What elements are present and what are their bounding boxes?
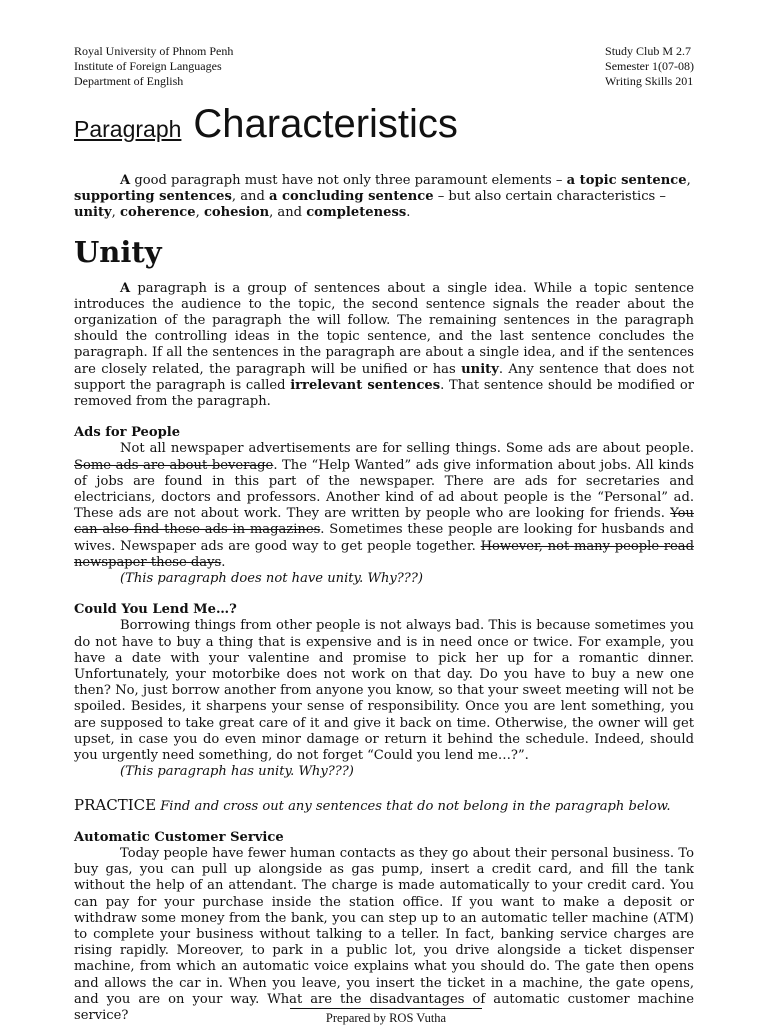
intro-first-letter: A	[120, 173, 131, 188]
header-subject: Writing Skills 201	[605, 74, 694, 88]
header-institution	[74, 44, 233, 89]
term-topic-sentence: a topic sentence	[566, 173, 687, 188]
unity-heading: Unity	[74, 234, 162, 269]
footer-author: Prepared by ROS Vutha	[290, 1008, 482, 1026]
term-unity: unity	[74, 205, 112, 221]
header-course	[605, 44, 694, 89]
struck-sentence-1: Some ads are about beverage	[74, 457, 274, 473]
term-unity-bold: unity	[461, 361, 499, 377]
title-characteristics: Characteristics	[193, 102, 458, 146]
header-department: Department of English	[74, 74, 184, 88]
header-university: Royal University of Phnom Penh	[74, 44, 234, 58]
term-completeness: completeness	[306, 205, 407, 221]
term-supporting-sentences: supporting sentences	[74, 189, 232, 205]
document-page	[74, 44, 694, 1024]
practice-text: Find and cross out any sentences that do not belong in the paragraph below.	[156, 798, 671, 814]
page-title	[74, 102, 694, 147]
unity-first-letter: A	[120, 280, 131, 296]
practice-label: PRACTICE	[74, 795, 157, 814]
automatic-heading: Automatic Customer Service	[74, 829, 284, 845]
intro-paragraph: A good paragraph must have not only three paramount elements – a topic sentence, supporting sentences, and a concluding sentence – but also certain characteristics – unity, coherence, cohesion, and completeness.	[74, 173, 691, 221]
unity-paragraph: A paragraph is a group of sentences about a single idea. While a topic sentence introduces the audience to the topic, the second sentence signals the reader about the organization of the paragraph the will follow. The remaining sentences in the paragraph should the controlling ideas in the topic sentence, and the last sentence concludes the paragraph. If all the sentences in the paragraph are about a single idea, and if the sentences are closely related, the paragraph will be unified or has unity. Any sentence that does not support the paragraph is called irrelevant sentences. That sentence should be modified or removed from the paragraph.	[74, 280, 695, 410]
header-semester: Semester 1(07-08)	[605, 59, 694, 73]
struck-sentence-3: However, not many people read newspaper these days	[74, 538, 694, 570]
term-irrelevant-sentences: irrelevant sentences	[290, 377, 441, 393]
term-concluding-sentence: a concluding sentence	[269, 189, 434, 205]
header-club: Study Club M 2.7	[605, 44, 692, 58]
header-institute: Institute of Foreign Languages	[74, 59, 222, 73]
document-header	[74, 44, 694, 89]
lend-heading: Could You Lend Me…?	[74, 602, 237, 618]
term-coherence: coherence	[120, 205, 196, 221]
ads-paragraph: Not all newspaper advertisements are for selling things. Some ads are about people. Some ads are about beverage. The “Help Wanted” ads give information about jobs. All kinds of jobs are found in this part of the newspaper. There are ads for secretaries and electricians, doctors and professors. Another kind of ad about people is the “Personal” ad. These ads are not about work. They are written by people who are looking for friends. You can also find these ads in magazines. Sometimes these people are looking for husbands and wives. Newspaper ads are good way to get people together. However, not many people read newspaper these days.	[74, 441, 694, 570]
term-cohesion: cohesion	[203, 205, 270, 221]
lend-note: (This paragraph has unity. Why???)	[120, 764, 354, 780]
title-paragraph: Paragraph	[74, 116, 182, 142]
automatic-paragraph: Today people have fewer human contacts as they go about their personal business. To buy gas, you can pull up alongside as gas pump, insert a credit card, and fill the tank without the help of an attendant. The charge is made automatically to your credit card. You can pay for your purchase inside the station office. If you want to make a deposit or withdraw some money from the bank, you can step up to an automatic teller machine (ATM) to complete your business without talking to a teller. In fact, banking service charges are rising rapidly. Moreover, to park in a public lot, you drive alongside a ticket dispenser machine, from which an automatic voice explains what you should do. The gate then opens and allows the car in. When you leave, you insert the ticket in a machine, the gate opens, and you are on your way. What are the disadvantages of automatic customer machine service?	[74, 845, 694, 1023]
lend-paragraph: Borrowing things from other people is not always bad. This is because sometimes you do not have to buy a thing that is expensive and is in need once or twice. For example, you have a date with your valentine and promise to pick her up for a romantic dinner. Unfortunately, your motorbike does not work on that day. Do you have to buy a new one then? No, just borrow another from anyone you know, so that your sweet meeting will not be spoiled. Besides, it sharpens your sense of responsibility. Once you are lent something, you are supposed to take great care of it and give it back on time. Otherwise, the owner will get upset, in case you do even minor damage or return it behind the schedule. Indeed, should you urgently need something, do not forget “Could you lend me…?”.	[74, 618, 694, 764]
practice-instruction	[74, 797, 694, 815]
ads-heading: Ads for People	[74, 425, 181, 441]
struck-sentence-2: You can also find these ads in magazines	[74, 506, 694, 538]
ads-note: (This paragraph does not have unity. Why???)	[120, 571, 423, 587]
